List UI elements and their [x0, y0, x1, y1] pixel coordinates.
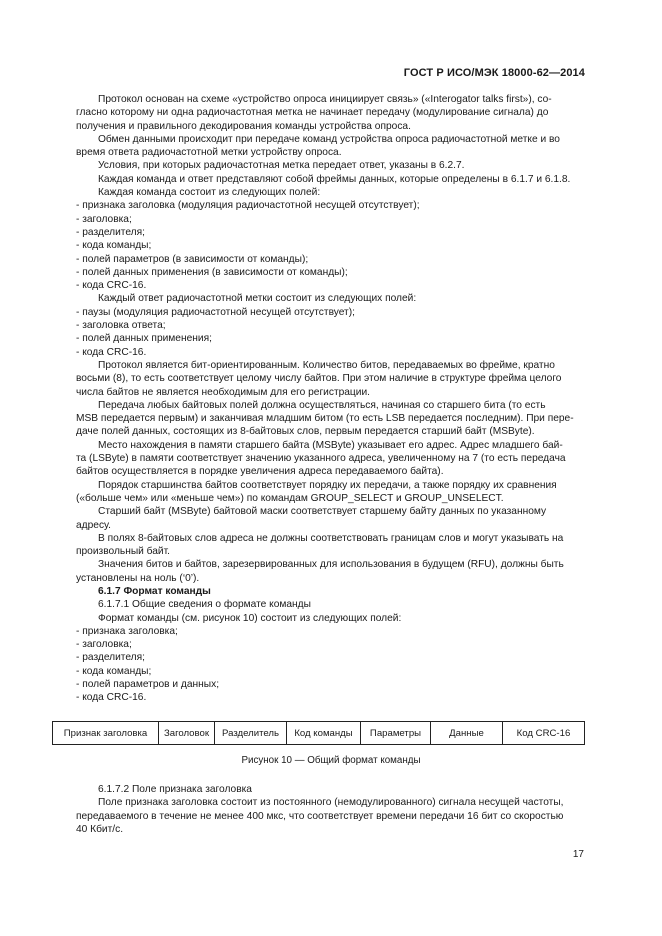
paragraph-line: передаваемого в течение не менее 400 мкс, что соответствует времени передачи 16 бит со скоростью [76, 810, 564, 822]
paragraph-line: гласно которому ни одна радиочастотная метка не начинает передачу (модулирование сигнала) до [76, 107, 549, 119]
paragraph-line: байтов осуществляется в порядке увеличения адреса передаваемого байта). [76, 466, 444, 478]
figure-cell: Код CRC-16 [503, 722, 585, 745]
document-body-continued [76, 783, 584, 836]
figure-cell: Параметры [361, 722, 431, 745]
figure-cell: Код команды [287, 722, 361, 745]
list-item: - заголовка; [76, 213, 132, 225]
paragraph-line: («больше чем» или «меньше чем») по командам GROUP_SELECT и GROUP_UNSELECT. [76, 492, 504, 504]
list-item: - кода команды; [76, 240, 152, 252]
section-heading: 6.1.7 Формат команды [98, 585, 211, 597]
paragraph: Значения битов и байтов, зарезервированных для использования в будущем (RFU), должны быть [98, 559, 564, 571]
paragraph: Передача любых байтовых полей должна осуществляться, начиная со старшего бита (то есть [98, 399, 546, 411]
figure-cell: Разделитель [215, 722, 287, 745]
paragraph: Формат команды (см. рисунок 10) состоит из следующих полей: [98, 612, 402, 624]
figure-caption: Рисунок 10 — Общий формат команды [241, 755, 421, 766]
list-item: - кода команды; [76, 665, 152, 677]
list-item: - кода CRC-16. [76, 280, 147, 292]
paragraph: Место нахождения в памяти старшего байта (MSByte) указывает его адрес. Адрес младшего бай- [98, 439, 563, 451]
table-row [53, 722, 585, 745]
list-item: - признака заголовка (модуляция радиочастотной несущей отсутствует); [76, 200, 420, 212]
list-item: - кода CRC-16. [76, 346, 147, 358]
paragraph-line: даче полей данных, состоящих из 8-байтовых слов, первым передается старший байт (MSByte). [76, 426, 535, 438]
list-item: - полей данных применения; [76, 333, 212, 345]
paragraph-line: MSB передается первым) и заканчивая младшим битом (то есть LSB передается последним). При пере- [76, 413, 574, 425]
paragraph: Каждая команда и ответ представляют собой фреймы данных, которые определены в 6.1.7 и 6.1.8. [98, 173, 571, 185]
paragraph: Старший байт (MSByte) байтовой маски соответствует старшему байту данных по указанному [98, 506, 547, 518]
figure-cell: Признак заголовка [53, 722, 159, 745]
paragraph: Каждый ответ радиочастотной метки состоит из следующих полей: [98, 293, 417, 305]
subsection-heading: 6.1.7.2 Поле признака заголовка [98, 784, 252, 795]
list-item: - полей параметров и данных; [76, 679, 220, 691]
list-item: - заголовка ответа; [76, 320, 166, 332]
command-format-figure [52, 721, 585, 745]
paragraph-line: числа байтов не является необходимым для его регистрации. [76, 386, 370, 398]
paragraph: Обмен данными происходит при передаче команд устройства опроса радиочастотной метке и во [98, 133, 560, 145]
paragraph: Протокол является бит-ориентированным. Количество битов, передаваемых во фрейме, кратно [98, 359, 555, 371]
list-item: - разделителя; [76, 226, 145, 238]
list-item: - паузы (модуляция радиочастотной несущей отсутствует); [76, 306, 355, 318]
paragraph-line: 40 Кбит/с. [76, 823, 124, 835]
list-item: - заголовка; [76, 639, 132, 651]
paragraph-line: установлены на ноль (‘0’). [76, 572, 200, 584]
paragraph-line: восьми (8), то есть соответствует целому числу байтов. При этом наличие в структуре фрейма целого [76, 373, 562, 385]
paragraph: Условия, при которых радиочастотная метка передает ответ, указаны в 6.2.7. [98, 160, 465, 172]
paragraph: Поле признака заголовка состоит из постоянного (немодулированного) сигнала несущей частоты, [98, 797, 564, 809]
paragraph-line: получения и правильного декодирования команды устройства опроса. [76, 120, 411, 132]
paragraph-line: адресу. [76, 519, 111, 531]
document-body [76, 93, 584, 705]
document-header: ГОСТ Р ИСО/МЭК 18000-62—2014 [403, 67, 585, 79]
list-item: - кода CRC-16. [76, 692, 147, 704]
figure-cell: Данные [431, 722, 503, 745]
list-item: - разделителя; [76, 652, 145, 664]
list-item: - полей данных применения (в зависимости от команды); [76, 266, 348, 278]
page-number: 17 [572, 849, 584, 860]
paragraph-line: та (LSByte) в памяти соответствует значению указанного адреса, увеличенному на 7 (то есть передача [76, 453, 566, 465]
list-item: - полей параметров (в зависимости от команды); [76, 253, 309, 265]
list-item: - признака заголовка; [76, 625, 178, 637]
paragraph: Каждая команда состоит из следующих полей: [98, 187, 321, 199]
paragraph-line: произвольный байт. [76, 546, 170, 558]
subsection-heading: 6.1.7.1 Общие сведения о формате команды [98, 599, 311, 611]
paragraph: В полях 8-байтовых слов адреса не должны соответствовать границам слов и могут указывать на [98, 532, 564, 544]
paragraph: Протокол основан на схеме «устройство опроса инициирует связь» («Interogator talks first»), со- [98, 94, 552, 105]
paragraph-line: время ответа радиочастотной метки устройству опроса. [76, 147, 342, 159]
figure-cell: Заголовок [159, 722, 215, 745]
paragraph: Порядок старшинства байтов соответствует порядку их передачи, а также порядку их сравнения [98, 479, 557, 491]
